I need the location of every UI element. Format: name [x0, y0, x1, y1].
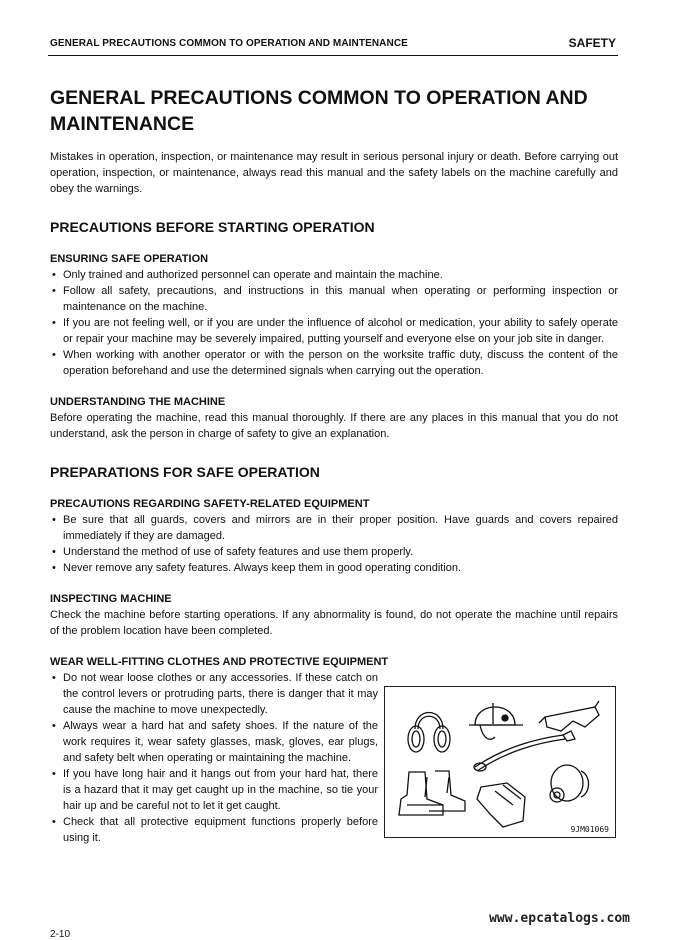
safety-boots-icon [399, 771, 465, 815]
list-item: • If you are not feeling well, or if you are under the influence of alcohol or medication, your ability to safely operate or repair your machine may be severely impaired, putting yourself and everyone else on your job site in danger. [50, 315, 618, 347]
safety-belt-icon [474, 731, 575, 771]
ensuring-safe-operation-list [50, 267, 618, 379]
list-item: • Check that all protective equipment functions properly before using it. [50, 814, 378, 846]
page-title: GENERAL PRECAUTIONS COMMON TO OPERATION AND MAINTENANCE [50, 87, 588, 135]
list-item: • Understand the method of use of safety features and use them properly. [50, 544, 618, 560]
subheading-understanding-machine: UNDERSTANDING THE MACHINE [50, 396, 226, 408]
respirator-mask-icon [550, 765, 589, 802]
safety-equipment-list [50, 512, 618, 576]
subheading-inspecting-machine: INSPECTING MACHINE [50, 593, 172, 605]
understanding-machine-paragraph: Before operating the machine, read this manual thoroughly. If there are any places in this manual that you do not understand, ask the person in charge of safety to give an explanation. [50, 412, 618, 440]
header-rule [48, 55, 618, 56]
subheading-safety-related-equipment: PRECAUTIONS REGARDING SAFETY-RELATED EQUIPMENT [50, 498, 370, 510]
safety-glasses-icon [539, 701, 599, 731]
list-item: • Do not wear loose clothes or any accessories. If these catch on the control levers or protruding parts, there is danger that it may cause the machine to move unexpectedly. [50, 670, 378, 718]
protective-equipment-figure [384, 686, 616, 838]
subheading-protective-equipment: WEAR WELL-FITTING CLOTHES AND PROTECTIVE EQUIPMENT [50, 656, 389, 668]
protective-equipment-block [50, 670, 618, 846]
list-item: • Be sure that all guards, covers and mirrors are in their proper position. Have guards and covers repaired immediately if they are damaged. [50, 512, 618, 544]
list-item: • Always wear a hard hat and safety shoes. If the nature of the work requires it, wear safety glasses, mask, gloves, ear plugs, and safety belt when operating or maintaining the machine. [50, 718, 378, 766]
page-content [50, 85, 618, 846]
section-heading-before-starting: PRECAUTIONS BEFORE STARTING OPERATION [50, 219, 375, 235]
protective-equipment-illustration [385, 687, 615, 837]
page-number: 2-10 [50, 929, 71, 940]
subheading-ensuring-safe-operation: ENSURING SAFE OPERATION [50, 253, 209, 265]
list-item: • When working with another operator or with the person on the worksite traffic duty, discuss the content of the operation beforehand and use the determined signals when carrying out the operation. [50, 347, 618, 379]
list-item: • Only trained and authorized personnel can operate and maintain the machine. [50, 267, 618, 283]
protective-equipment-list [50, 670, 378, 846]
watermark-url: www.epcatalogs.com [489, 911, 630, 926]
inspecting-machine-paragraph: Check the machine before starting operations. If any abnormality is found, do not operate the machine until repairs of the problem location have been completed. [50, 609, 618, 637]
section-heading-preparations: PREPARATIONS FOR SAFE OPERATION [50, 464, 320, 480]
hard-hat-icon [469, 703, 523, 739]
list-item: • If you have long hair and it hangs out from your hard hat, there is a hazard that it may get caught up in the machine, so tie your hair up and be careful not to let it get caught. [50, 766, 378, 814]
running-header-title: GENERAL PRECAUTIONS COMMON TO OPERATION AND MAINTENANCE [50, 38, 408, 49]
list-item: • Follow all safety, precautions, and instructions in this manual when operating or performing inspection or maintenance on the machine. [50, 283, 618, 315]
running-header-chapter: SAFETY [568, 36, 616, 50]
figure-code: 9JM01069 [570, 825, 609, 834]
intro-paragraph: Mistakes in operation, inspection, or maintenance may result in serious personal injury or death. Before carrying out operation, inspection, or maintenance, always read this manual and the safety labels on the machine carefully and obey the warnings. [50, 151, 618, 195]
ear-muffs-icon [408, 713, 450, 753]
list-item: • Never remove any safety features. Always keep them in good operating condition. [50, 560, 618, 576]
gloves-icon [477, 783, 525, 827]
